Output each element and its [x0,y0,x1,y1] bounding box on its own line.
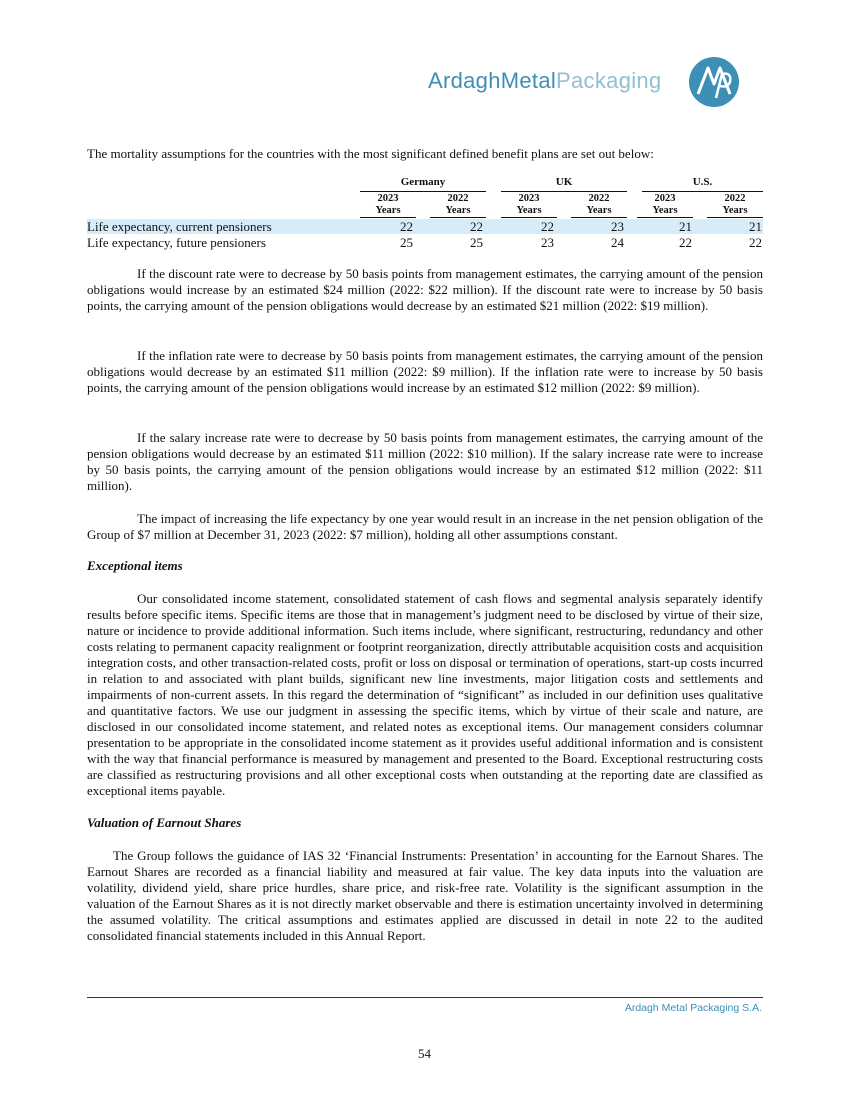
column-group-germany: Germany [360,176,486,192]
table-cell: 22 [541,219,554,234]
table-row [87,235,763,250]
section-heading-exceptional-items: Exceptional items [87,558,183,573]
column-group-uk: UK [501,176,627,192]
column-header: 2023 Years [360,193,416,218]
column-header: 2023 Years [501,193,557,218]
column-header: 2022 Years [707,193,763,218]
column-header: 2022 Years [430,193,486,218]
paragraph-earnout-shares: The Group follows the guidance of IAS 32 ‘Financial Instruments: Presentation’ in accounting for the Earnout Shares. The Earnout Shares are recorded as a financial liability and measured at fair value. The key data inputs into the valuation are volatility, dividend yield, share price hurdles, share price, and risk-free rate. Volatility is the significant assumption in the valuation of the Earnout Shares as it is not directly market observable and there is estimation uncertainty involved in determining the assumed volatility. The critical assumptions and estimates applied are discussed in detail in note 22 to the audited consolidated financial statements included in this Annual Report. [87,848,763,943]
company-logo [428,54,758,110]
table-row [87,219,763,234]
table-cell: 23 [541,235,554,250]
row-label: Life expectancy, future pensioners [87,235,266,250]
column-header: 2023 Years [637,193,693,218]
table-cell: 22 [679,235,692,250]
footer-company-name: Ardagh Metal Packaging S.A. [624,1002,762,1014]
paragraph-salary-rate: If the salary increase rate were to decrease by 50 basis points from management estimates, the carrying amount of the pension obligations would decrease by an estimated $11 million (2022: $10 million). If the salary increase rate were to increase by 50 basis points, the carrying amount of the pension obligations would increase by an estimated $12 million (2022: $11 million). [87,430,763,493]
table-cell: 25 [470,235,483,250]
table-cell: 21 [679,219,692,234]
table-cell: 25 [400,235,413,250]
table-cell: 22 [400,219,413,234]
logo-wordmark: ArdaghMetalPackaging [428,68,662,93]
paragraph-inflation-rate: If the inflation rate were to decrease by 50 basis points from management estimates, the carrying amount of the pension obligations would decrease by an estimated $11 million (2022: $9 million). If the inflation rate were to increase by 50 basis points, the carrying amount of the pension obligations would increase by an estimated $12 million (2022: $9 million). [87,348,763,395]
table-cell: 22 [470,219,483,234]
table-cell: 21 [749,219,762,234]
paragraph-life-expectancy: The impact of increasing the life expectancy by one year would result in an increase in the net pension obligation of the Group of $7 million at December 31, 2023 (2022: $7 million), holding all other assumptions constant. [87,511,763,542]
column-group-us: U.S. [642,176,763,192]
logo-mark-icon [686,54,742,110]
page-number: 54 [418,1046,431,1061]
paragraph-discount-rate: If the discount rate were to decrease by 50 basis points from management estimates, the carrying amount of the pension obligations would increase by an estimated $24 million (2022: $22 million). If the discount rate were to increase by 50 basis points, the carrying amount of the pension obligations would decrease by an estimated $21 million (2022: $19 million). [87,266,763,313]
column-header: 2022 Years [571,193,627,218]
intro-text: The mortality assumptions for the countries with the most significant defined benefit plans are set out below: [87,146,654,161]
row-label: Life expectancy, current pensioners [87,219,272,234]
section-heading-earnout-shares: Valuation of Earnout Shares [87,815,242,830]
table-cell: 24 [611,235,624,250]
table-cell: 22 [749,235,762,250]
footer-divider [87,997,763,998]
paragraph-exceptional-items: Our consolidated income statement, consolidated statement of cash flows and segmental analysis separately identify results before specific items. Specific items are those that in management’s judgment need to be disclosed by virtue of their size, nature or incidence to provide additional information. Such items include, where significant, restructuring, redundancy and other costs relating to permanent capacity realignment or footprint reorganization, directly attributable acquisition costs and acquisition integration costs, and other transaction-related costs, profit or loss on disposal or termination of operations, start-up costs incurred in relation to and associated with plant builds, significant new line investments, major litigation costs and settlements and impairments of non-current assets. In this regard the determination of “significant” as included in our definition uses qualitative and quantitative factors. We use our judgment in assessing the specific items, which by virtue of their scale and nature, are disclosed in our consolidated income statement, and related notes as exceptional items. Our management considers columnar presentation to be appropriate in the consolidated income statement as it provides useful additional information and is consistent with the way that financial performance is measured by management and presented to the Board. Exceptional restructuring costs are classified as restructuring provisions and all other exceptional costs when outstanding at the reporting date are classified as exceptional items payable. [87,591,763,798]
table-cell: 23 [611,219,624,234]
